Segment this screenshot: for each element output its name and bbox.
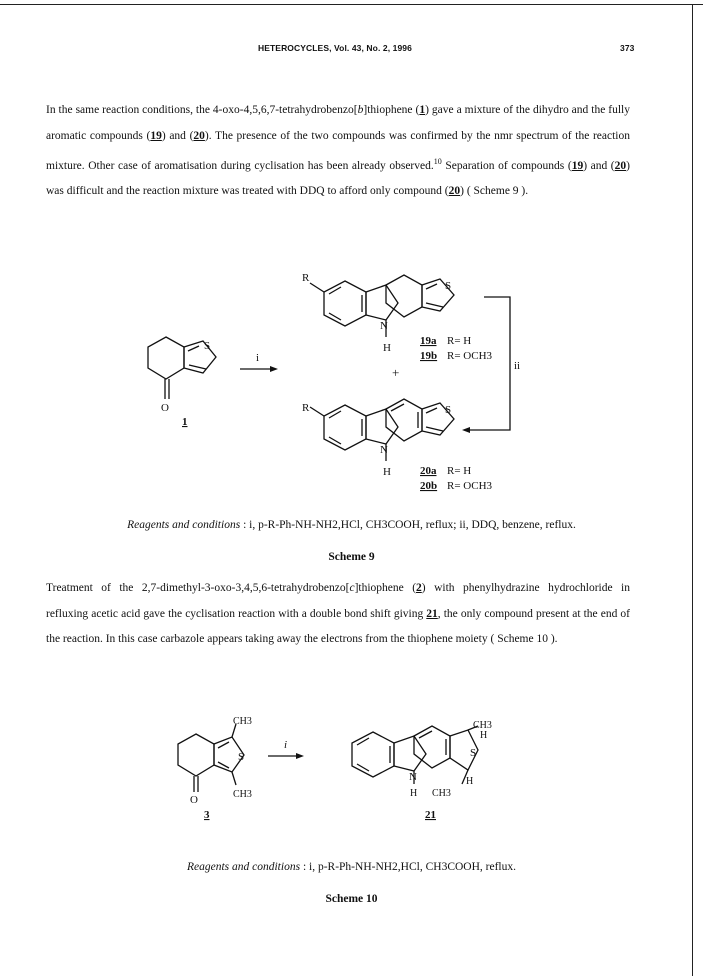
oxygen-label: O (190, 794, 198, 806)
compound-ref: 21 (426, 607, 438, 620)
oxygen-label: O (161, 402, 169, 414)
scheme10-structures (0, 712, 703, 842)
compound-ref: 20 (614, 159, 627, 172)
hydrogen-label: H (480, 730, 488, 741)
compound-20a-r: R= H (447, 465, 472, 477)
arrowhead (462, 427, 470, 433)
sulfur-label: S (445, 404, 452, 416)
arrowhead (296, 753, 304, 759)
page-number: 373 (620, 43, 635, 53)
plus-sign: + (392, 365, 400, 380)
compound-ref: 2 (416, 582, 422, 594)
methyl-label: CH3 (432, 788, 451, 799)
compound-ref: 19 (150, 129, 162, 142)
sulfur-label: S (204, 340, 211, 352)
arrowhead (270, 366, 278, 372)
hydrogen-label: H (383, 342, 391, 354)
nitrogen-label: N (380, 444, 388, 456)
compound-ref: 20 (193, 129, 205, 142)
scheme9-caption: Reagents and conditions : i, p-R-Ph-NH-NH2,HCl, CH3COOH, reflux; ii, DDQ, benzene, reflux. (127, 519, 576, 531)
footnote-ref: 10 (433, 157, 442, 166)
compound-20a-label: 20a (420, 465, 437, 477)
step-i-label: i (284, 739, 288, 751)
compound-19a-r: R= H (447, 335, 472, 347)
sulfur-label: S (445, 280, 452, 292)
compound-20b-label: 20b (420, 480, 438, 492)
compound-19b-label: 19b (420, 350, 438, 362)
hydrogen-label: H (466, 776, 474, 787)
compound-19a-label: 19a (420, 335, 437, 347)
page-top-border (0, 4, 703, 5)
methyl-label: CH3 (233, 789, 252, 800)
methyl-label: CH3 (473, 720, 492, 731)
compound-3-label: 3 (204, 809, 210, 821)
compound-20b-r: R= OCH3 (447, 480, 493, 492)
nitrogen-label: N (409, 771, 417, 783)
compound-1-label: 1 (182, 416, 188, 428)
compound-19b-r: R= OCH3 (447, 350, 493, 362)
compound-21-label: 21 (425, 809, 436, 821)
methyl-label: CH3 (233, 716, 252, 727)
scheme9-title: Scheme 9 (328, 551, 375, 563)
step-i-label: i (256, 352, 260, 364)
compound-ref: 20 (448, 185, 461, 198)
nitrogen-label: N (380, 320, 388, 332)
compound-ref: 1 (419, 104, 426, 116)
step-ii-label: ii (514, 360, 521, 372)
r-substituent: R (302, 272, 310, 284)
sulfur-label: S (470, 747, 477, 759)
scheme9-structures (0, 265, 703, 505)
hydrogen-label: H (383, 466, 391, 478)
compound-ref: 19 (571, 159, 584, 172)
sulfur-label: S (238, 751, 245, 763)
paragraph-scheme10-intro: Treatment of the 2,7-dimethyl-3-oxo-3,4,5,6-tetrahydrobenzo[c]thiophene (2) with phenylhydrazine hydrochloride in refluxing acetic acid gave the cyclisation reaction with a double bond shift giving 21, the only compound present at the end of the reaction. In this case carbazole appears taking away the electrons from the thiophene moiety ( Scheme 10 ). (46, 582, 630, 645)
ddq-arrow (470, 297, 510, 430)
compound-3-structure (178, 724, 244, 792)
paragraph-scheme9-intro: In the same reaction conditions, the 4-oxo-4,5,6,7-tetrahydrobenzo[b]thiophene (1) gave a mixture of the dihydro and the fully aromatic compounds (19) and (20). The presence of the two compounds was confirmed by the nmr spectrum of the reaction mixture. Other case of aromatisation during cyclisation has been already observed.$^{10}$ Separation of compounds (19) and (20) was difficult and the reaction mixture was treated with DDQ to afford only compound (20) ( Scheme 9 ). (46, 104, 630, 198)
journal-citation: HETEROCYCLES, Vol. 43, No. 2, 1996 (258, 43, 412, 53)
scheme10-title: Scheme 10 (325, 893, 378, 905)
r-substituent: R (302, 402, 310, 414)
scheme10-caption: Reagents and conditions : i, p-R-Ph-NH-NH2,HCl, CH3COOH, reflux. (186, 861, 516, 873)
hydrogen-label: H (410, 788, 418, 799)
